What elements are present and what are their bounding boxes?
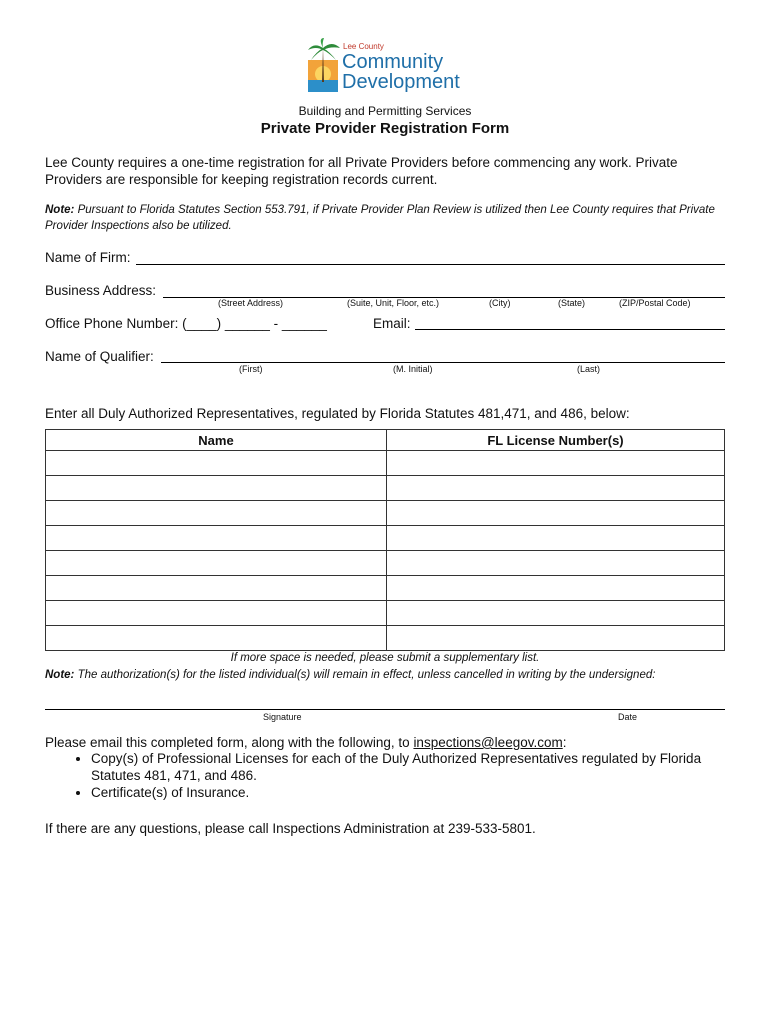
note-label: Note: xyxy=(45,204,75,216)
table-row xyxy=(46,551,725,576)
table-row xyxy=(46,476,725,501)
logo-county-text: Lee County xyxy=(343,42,384,51)
department-subheading: Building and Permitting Services xyxy=(298,104,472,118)
business-address-label: Business Address: xyxy=(45,283,157,298)
signature-label: Signature xyxy=(263,712,302,722)
license-cell[interactable] xyxy=(387,551,725,576)
hint-suite: (Suite, Unit, Floor, etc.) xyxy=(347,298,440,308)
hint-state: (State) xyxy=(558,298,586,308)
name-cell[interactable] xyxy=(46,501,387,526)
palm-tree-icon xyxy=(306,38,342,96)
name-cell[interactable] xyxy=(46,451,387,476)
list-item: • Certificate(s) of Insurance. xyxy=(91,784,731,801)
name-column-header: Name xyxy=(46,430,387,451)
authorization-note xyxy=(45,667,725,683)
license-cell[interactable] xyxy=(387,601,725,626)
hint-last: (Last) xyxy=(577,364,601,374)
note-text: Pursuant to Florida Statutes Section 553.791, if Private Provider Plan Review is utilized then Lee County requires that Private Provider Inspections also be utilized. xyxy=(45,204,715,232)
email-instruction-prefix: Please email this completed form, along with the following, to xyxy=(45,735,414,750)
email-instruction-suffix: : xyxy=(562,735,567,750)
table-row xyxy=(46,601,725,626)
name-cell[interactable] xyxy=(46,476,387,501)
table-header-row xyxy=(46,430,725,451)
signature-line[interactable] xyxy=(45,709,725,710)
more-space-note: If more space is needed, please submit a supplementary list. xyxy=(230,652,540,664)
email-instruction xyxy=(45,734,725,751)
note-label: Note: xyxy=(45,669,75,681)
office-phone-field[interactable]: Office Phone Number: (____) ______ - ______ xyxy=(45,316,327,331)
table-row xyxy=(46,626,725,651)
name-cell[interactable] xyxy=(46,551,387,576)
license-column-header: FL License Number(s) xyxy=(387,430,725,451)
firm-name-label: Name of Firm: xyxy=(45,250,131,265)
hint-first: (First) xyxy=(239,364,263,374)
hint-street: (Street Address) xyxy=(218,298,284,308)
license-cell[interactable] xyxy=(387,526,725,551)
license-cell[interactable] xyxy=(387,501,725,526)
table-row xyxy=(46,451,725,476)
logo-line-2: Development xyxy=(342,71,460,93)
license-cell[interactable] xyxy=(387,476,725,501)
email-label: Email: xyxy=(373,316,411,331)
hint-city: (City) xyxy=(489,298,511,308)
table-row xyxy=(46,526,725,551)
name-cell[interactable] xyxy=(46,601,387,626)
firm-name-field[interactable] xyxy=(136,264,725,265)
license-cell[interactable] xyxy=(387,576,725,601)
questions-contact: If there are any questions, please call Inspections Administration at 239-533-5801. xyxy=(45,821,536,836)
representatives-instruction: Enter all Duly Authorized Representatives, regulated by Florida Statutes 481,471, and 486, below: xyxy=(45,406,630,421)
required-documents-list xyxy=(45,750,731,801)
logo-line-1: Community xyxy=(342,51,444,73)
qualifier-label: Name of Qualifier: xyxy=(45,349,154,364)
license-cell[interactable] xyxy=(387,626,725,651)
qualifier-name-field[interactable] xyxy=(161,362,725,363)
name-cell[interactable] xyxy=(46,576,387,601)
table-row xyxy=(46,501,725,526)
list-item: • Copy(s) of Professional Licenses for each of the Duly Authorized Representatives regulated by Florida Statutes 481, 471, and 486. xyxy=(91,750,731,784)
plan-review-note xyxy=(45,202,725,234)
date-label: Date xyxy=(618,712,638,722)
inspections-email-link[interactable]: inspections@leegov.com xyxy=(413,735,563,750)
email-field[interactable] xyxy=(415,329,725,330)
intro-paragraph: Lee County requires a one-time registration for all Private Providers before commencing any work. Private Providers are responsible for keeping registration records current. xyxy=(45,155,678,187)
note-text: The authorization(s) for the listed individual(s) will remain in effect, unless cancelled in writing by the undersigned: xyxy=(74,669,656,681)
representatives-table xyxy=(45,429,725,651)
name-cell[interactable] xyxy=(46,626,387,651)
form-title: Private Provider Registration Form xyxy=(260,120,510,137)
license-cell[interactable] xyxy=(387,451,725,476)
community-development-logo xyxy=(306,38,476,98)
table-row xyxy=(46,576,725,601)
name-cell[interactable] xyxy=(46,526,387,551)
hint-zip: (ZIP/Postal Code) xyxy=(619,298,691,308)
hint-middle-initial: (M. Initial) xyxy=(393,364,433,374)
